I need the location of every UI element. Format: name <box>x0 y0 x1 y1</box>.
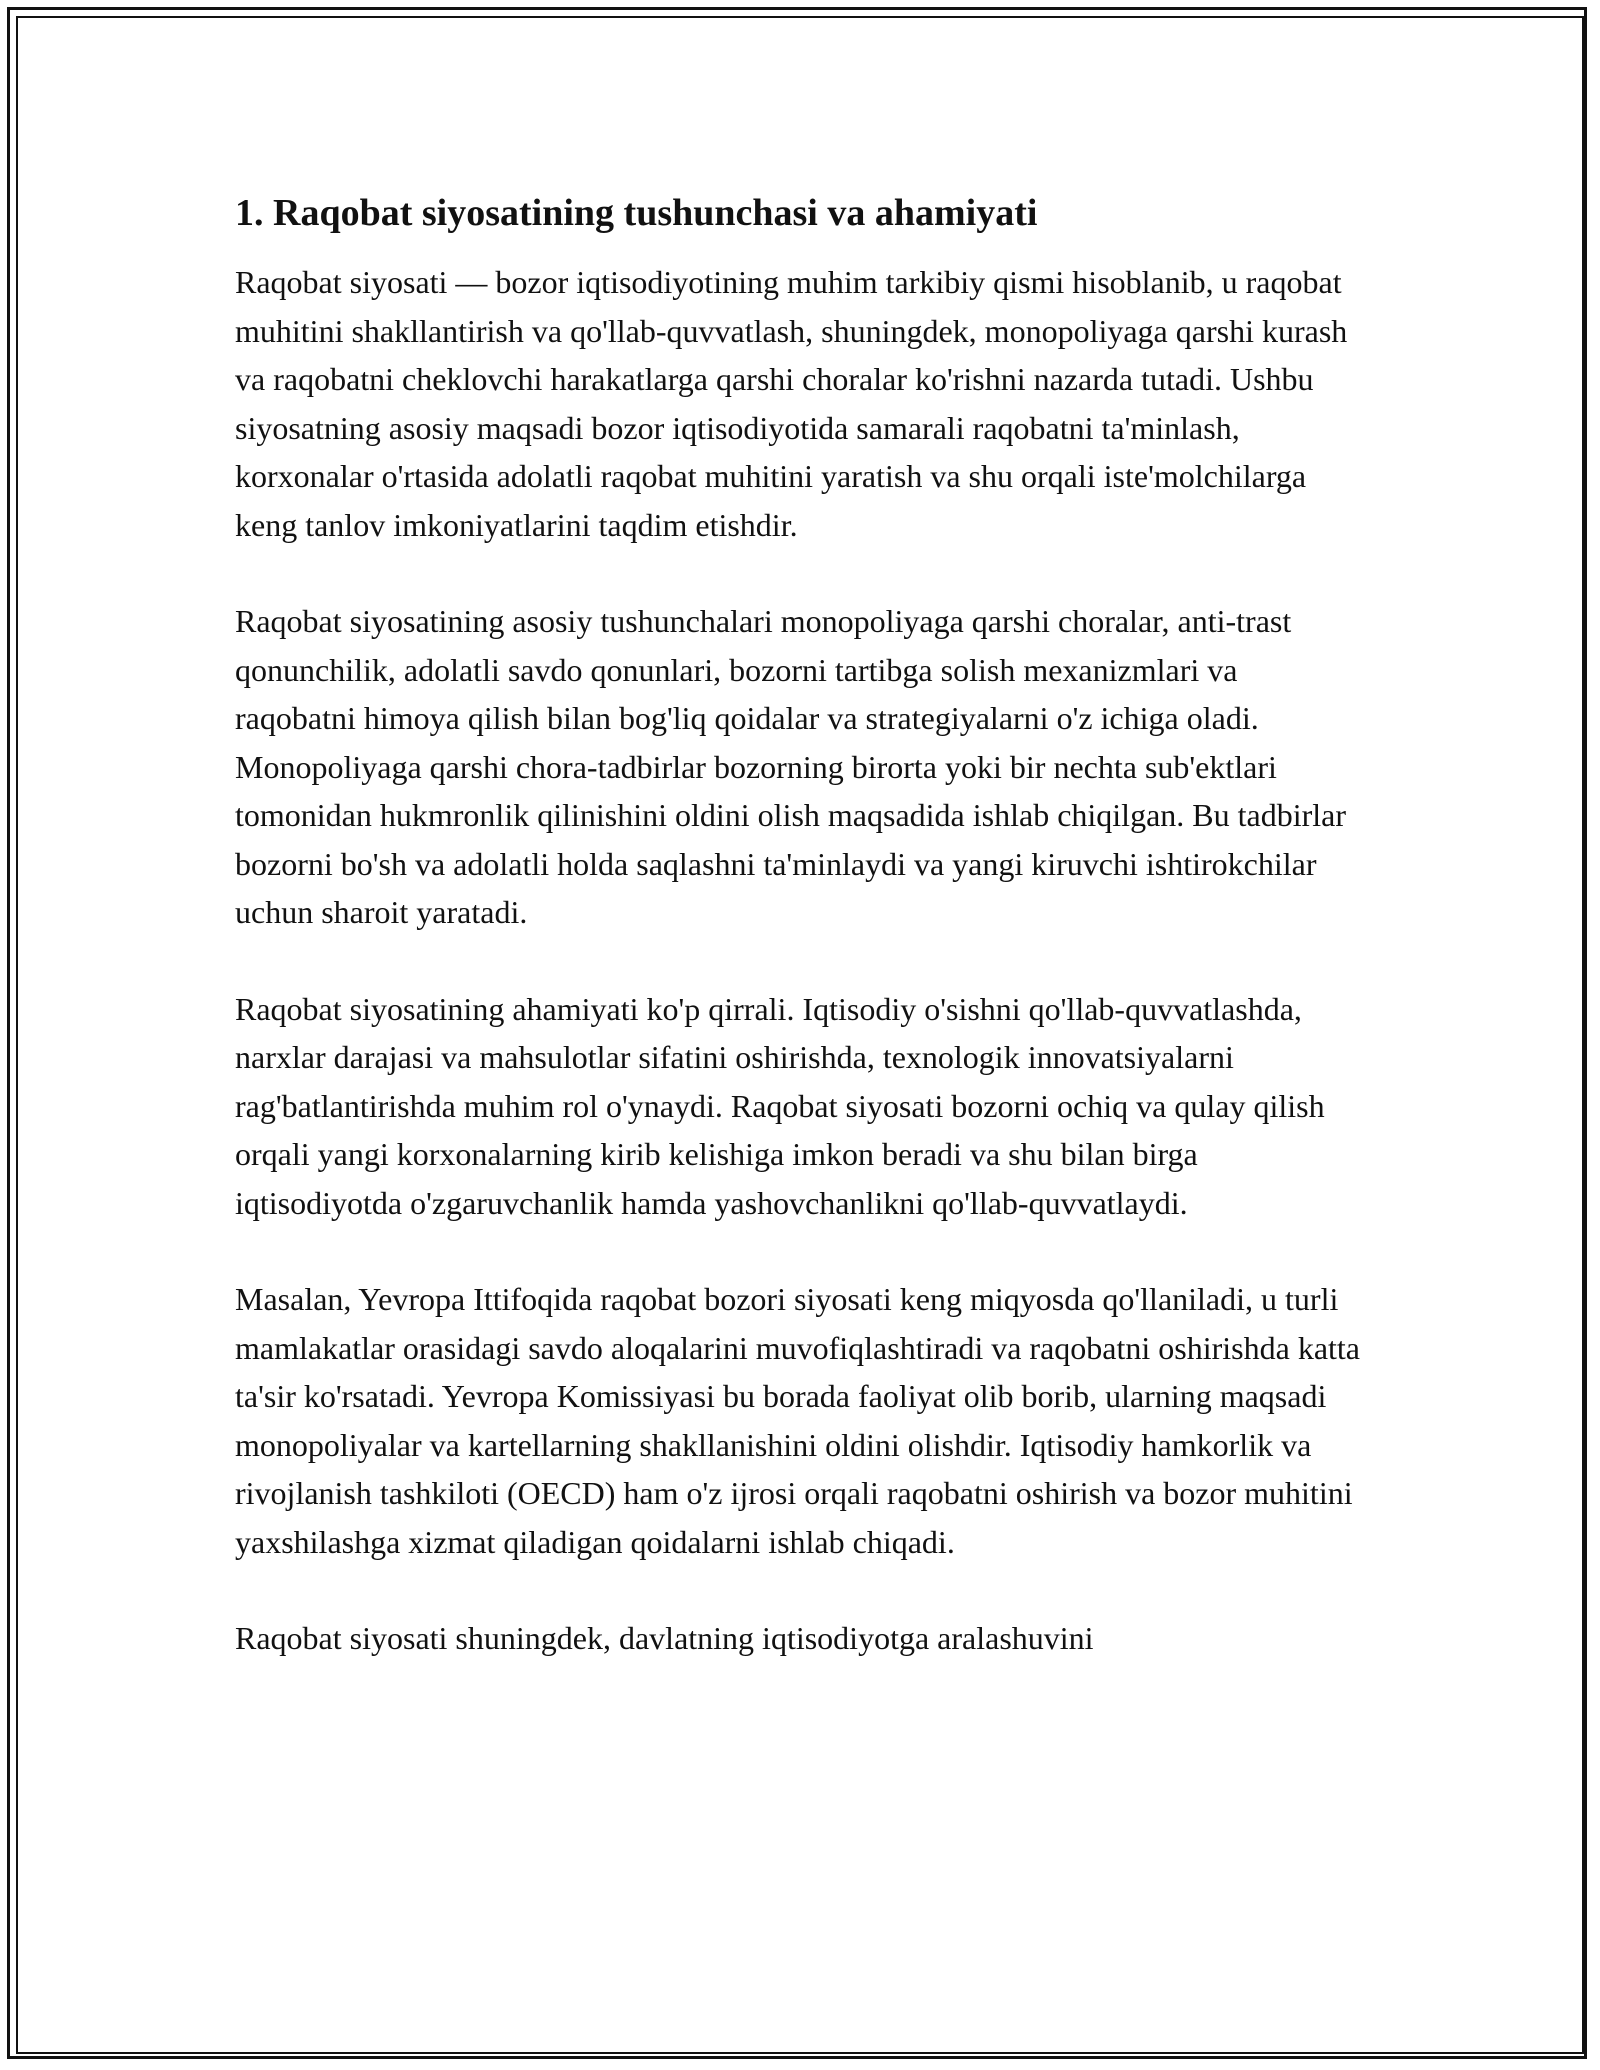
paragraph-concepts: Raqobat siyosatining asosiy tushunchalari monopoliyaga qarshi choralar, anti-trast qonunchilik, adolatli savdo qonunlari, bozorni tartibga solish mexanizmlari va raqobatni himoya qilish bilan bog'liq qoidalar va strategiyalarni o'z ichiga oladi. Monopoliyaga qarshi chora-tadbirlar bozorning birorta yoki bir nechta sub'ektlari tomonidan hukmronlik qilinishini oldini olish maqsadida ishlab chiqilgan. Bu tadbirlar bozorni bo'sh va adolatli holda saqlashni ta'minlaydi va yangi kiruvchi ishtirokchilar uchun sharoit yaratadi. <box>235 603 1346 930</box>
document-body <box>235 186 1365 1711</box>
paragraph-definition: Raqobat siyosati — bozor iqtisodiyotining muhim tarkibiy qismi hisoblanib, u raqobat muhitini shakllantirish va qo'llab-quvvatlash, shuningdek, monopoliyaga qarshi kurash va raqobatni cheklovchi harakatlarga qarshi choralar ko'rishni nazarda tutadi. Ushbu siyosatning asosiy maqsadi bozor iqtisodiyotida samarali raqobatni ta'minlash, korxonalar o'rtasida adolatli raqobat muhitini yaratish va shu orqali iste'molchilarga keng tanlov imkoniyatlarini taqdim etishdir. <box>235 264 1348 543</box>
paragraph-importance: Raqobat siyosatining ahamiyati ko'p qirrali. Iqtisodiy o'sishni qo'llab-quvvatlashda, narxlar darajasi va mahsulotlar sifatini oshirishda, texnologik innovatsiyalarni rag'batlantirishda muhim rol o'ynaydi. Raqobat siyosati bozorni ochiq va qulay qilish orqali yangi korxonalarning kirib kelishiga imkon beradi va shu bilan birga iqtisodiyotda o'zgaruvchanlik hamda yashovchanlikni qo'llab-quvvatlaydi. <box>235 990 1325 1221</box>
section-heading: 1. Raqobat siyosatining tushunchasi va ahamiyati <box>235 192 1038 234</box>
paragraph-example-eu: Masalan, Yevropa Ittifoqida raqobat bozori siyosati keng miqyosda qo'llaniladi, u turli mamlakatlar orasidagi savdo aloqalarini muvofiqlashtiradi va raqobatni oshirishda katta ta'sir ko'rsatadi. Yevropa Komissiyasi bu borada faoliyat olib borib, ularning maqsadi monopoliyalar va kartellarning shakllanishini oldini olishdir. Iqtisodiy hamkorlik va rivojlanish tashkiloti (OECD) ham o'z ijrosi orqali raqobatni oshirish va bozor muhitini yaxshilashga xizmat qiladigan qoidalarni ishlab chiqadi. <box>235 1281 1360 1560</box>
paragraph-continuation: Raqobat siyosati shuningdek, davlatning iqtisodiyotga aralashuvini <box>235 1620 1094 1656</box>
